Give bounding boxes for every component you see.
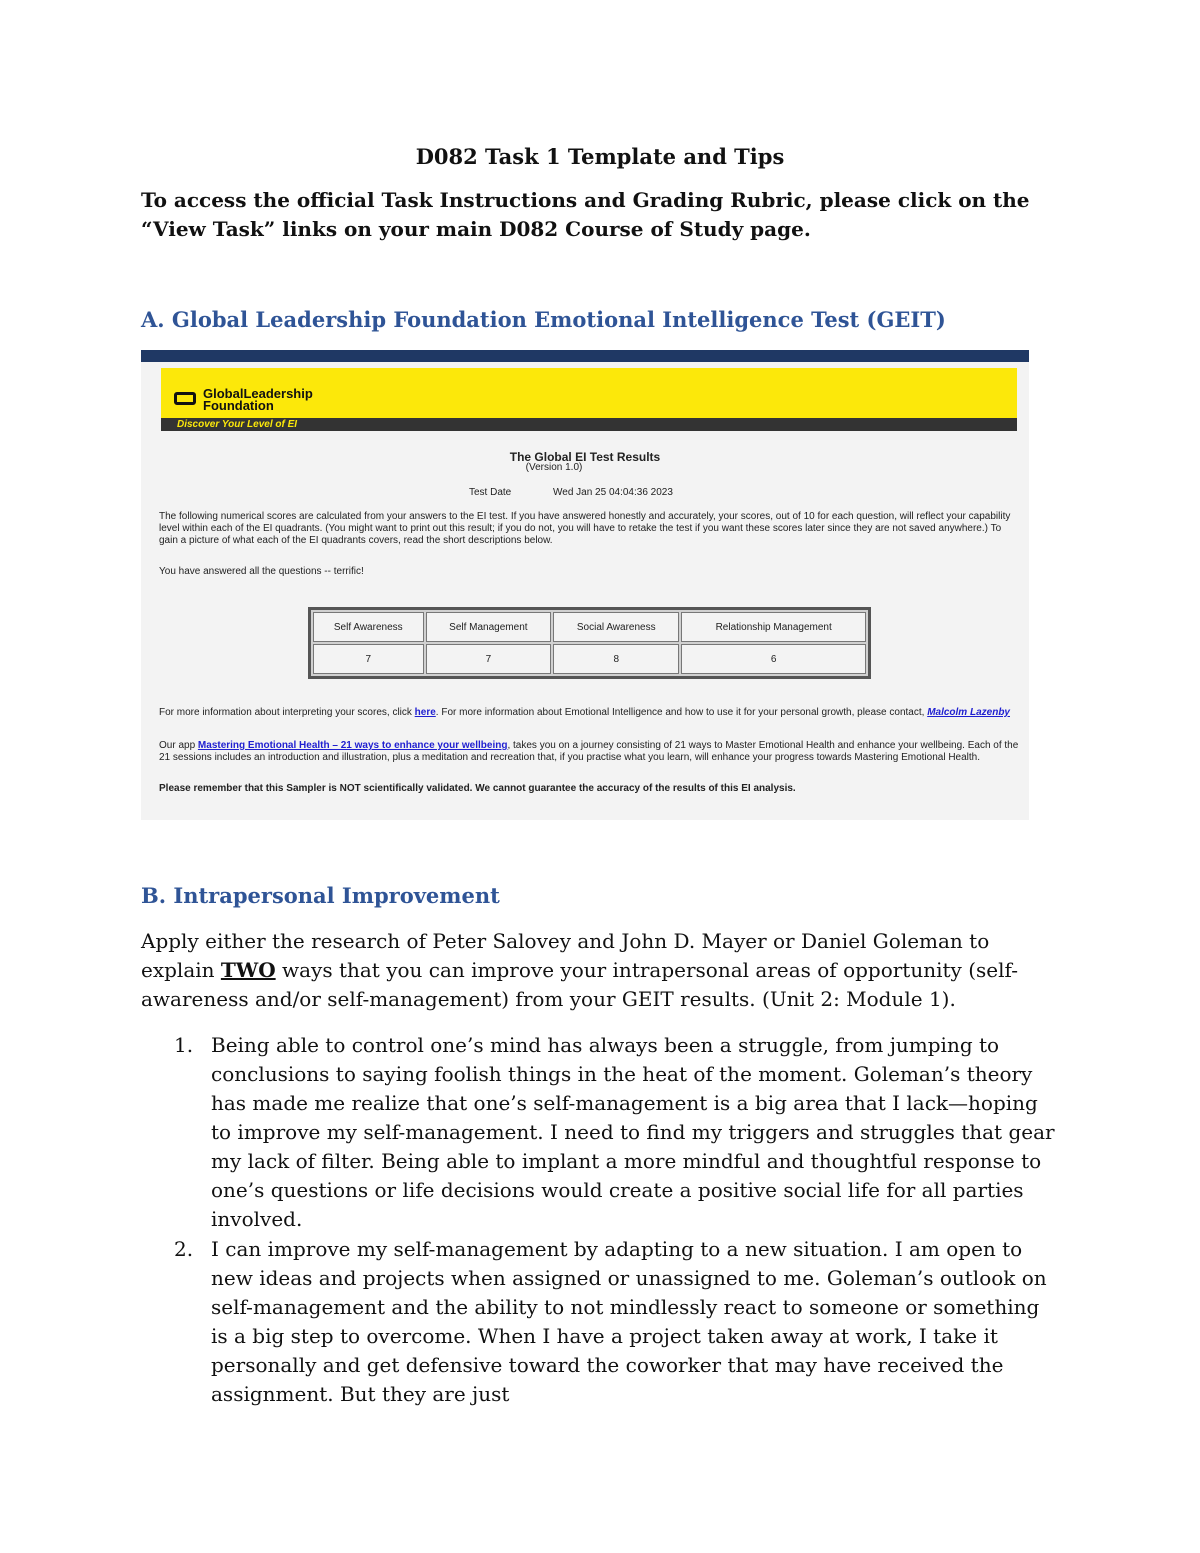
glf-logo-icon xyxy=(174,392,196,405)
scores-header-row xyxy=(313,612,866,642)
app-link[interactable]: Mastering Emotional Health – 21 ways to enhance your wellbeing xyxy=(197,740,508,751)
interpreting-scores-link[interactable]: here xyxy=(414,707,436,718)
glf-banner xyxy=(161,368,1017,418)
scores-table xyxy=(308,607,871,679)
list-item-number: 1. xyxy=(174,1033,194,1057)
logo-line-2: Foundation xyxy=(203,398,274,413)
score-self-awareness: 7 xyxy=(313,644,424,674)
section-b-heading: B. Intrapersonal Improvement xyxy=(141,883,500,908)
disclaimer: Please remember that this Sampler is NOT scientifically validated. We cannot guarantee the accuracy of the results of this EI analysis. xyxy=(159,783,796,794)
screenshot-top-bar xyxy=(141,350,1029,362)
document-title: D082 Task 1 Template and Tips xyxy=(415,144,785,169)
more-info-text-b: . For more information about Emotional Intelligence and how to use it for your personal growth, please contact, xyxy=(435,707,928,718)
prompt-text-b: ways that you can improve your intrapersonal areas of opportunity (self-awareness and/or self-management) from your GEIT results. (Unit 2: Module 1). xyxy=(141,958,1018,1011)
header-relationship-management: Relationship Management xyxy=(681,612,866,642)
more-info-text-a: For more information about interpreting your scores, click xyxy=(159,707,415,718)
tagline: Discover Your Level of EI xyxy=(177,419,298,430)
results-title: The Global EI Test Results xyxy=(509,450,661,464)
score-relationship-management: 6 xyxy=(681,644,866,674)
prompt-emphasis: TWO xyxy=(220,958,276,982)
header-social-awareness: Social Awareness xyxy=(553,612,679,642)
header-self-awareness: Self Awareness xyxy=(313,612,424,642)
results-version: (Version 1.0) xyxy=(525,462,583,473)
results-description: The following numerical scores are calculated from your answers to the EI test. If you have answered honestly and accurately, your scores, out of 10 for each question, will reflect your capability level within each of the EI quadrants. (You might want to print out this result; if you do not, you will have to retake the test if you want these scores later since they are not saved anywhere.) To gain a picture of what each of the EI quadrants covers, read the short descriptions below. xyxy=(159,511,1011,546)
score-social-awareness: 8 xyxy=(553,644,679,674)
header-self-management: Self Management xyxy=(426,612,552,642)
app-text-a: Our app xyxy=(159,740,198,751)
list-item: I can improve my self-management by adapting to a new situation. I am open to new ideas and projects when assigned or unassigned to me. Goleman’s outlook on self-management and the ability to not mindlessly react to someone or something is a big step to overcome. When I have a project taken away at work, I take it personally and get defensive toward the coworker that may have received the assignment. But they are just xyxy=(211,1237,1047,1406)
list-item-number: 2. xyxy=(174,1237,194,1261)
score-self-management: 7 xyxy=(426,644,552,674)
logo-line-1: GlobalLeadership xyxy=(203,386,313,401)
geit-results-screenshot xyxy=(141,350,1029,820)
contact-link[interactable]: Malcolm Lazenby xyxy=(927,707,1010,718)
prompt-text-a: Apply either the research of Peter Salovey and John D. Mayer or Daniel Goleman to explain xyxy=(141,929,990,982)
intro-paragraph: To access the official Task Instructions and Grading Rubric, please click on the “View Task” links on your main D082 Course of Study page. xyxy=(141,188,1030,241)
test-date-label: Test Date xyxy=(469,487,512,498)
more-info-paragraph xyxy=(159,707,1021,719)
app-text-b: , takes you on a journey consisting of 21 ways to Master Emotional Health and enhance your wellbeing. Each of the 21 sessions includes an introduction and illustration, plus a meditation and recreation that, if you practise what you learn, will enhance your progress towards Mastering Emotional Health. xyxy=(159,740,1019,763)
test-date-value: Wed Jan 25 04:04:36 2023 xyxy=(553,487,673,498)
tagline-strip xyxy=(161,418,1017,431)
glf-logo-text xyxy=(203,388,403,412)
section-a-heading: A. Global Leadership Foundation Emotional Intelligence Test (GEIT) xyxy=(141,307,946,332)
scores-value-row xyxy=(313,644,866,674)
app-paragraph xyxy=(159,740,1021,764)
section-b-prompt xyxy=(141,927,1056,1014)
list-item: Being able to control one’s mind has always been a struggle, from jumping to conclusions to saying foolish things in the heat of the moment. Goleman’s theory has made me realize that one’s self-management is a big area that I lack—hoping to improve my self-management. I need to find my triggers and struggles that gear my lack of filter. Being able to implant a more mindful and thoughtful response to one’s questions or life decisions would create a positive social life for all parties involved. xyxy=(211,1033,1055,1231)
answered-message: You have answered all the questions -- terrific! xyxy=(159,566,364,577)
